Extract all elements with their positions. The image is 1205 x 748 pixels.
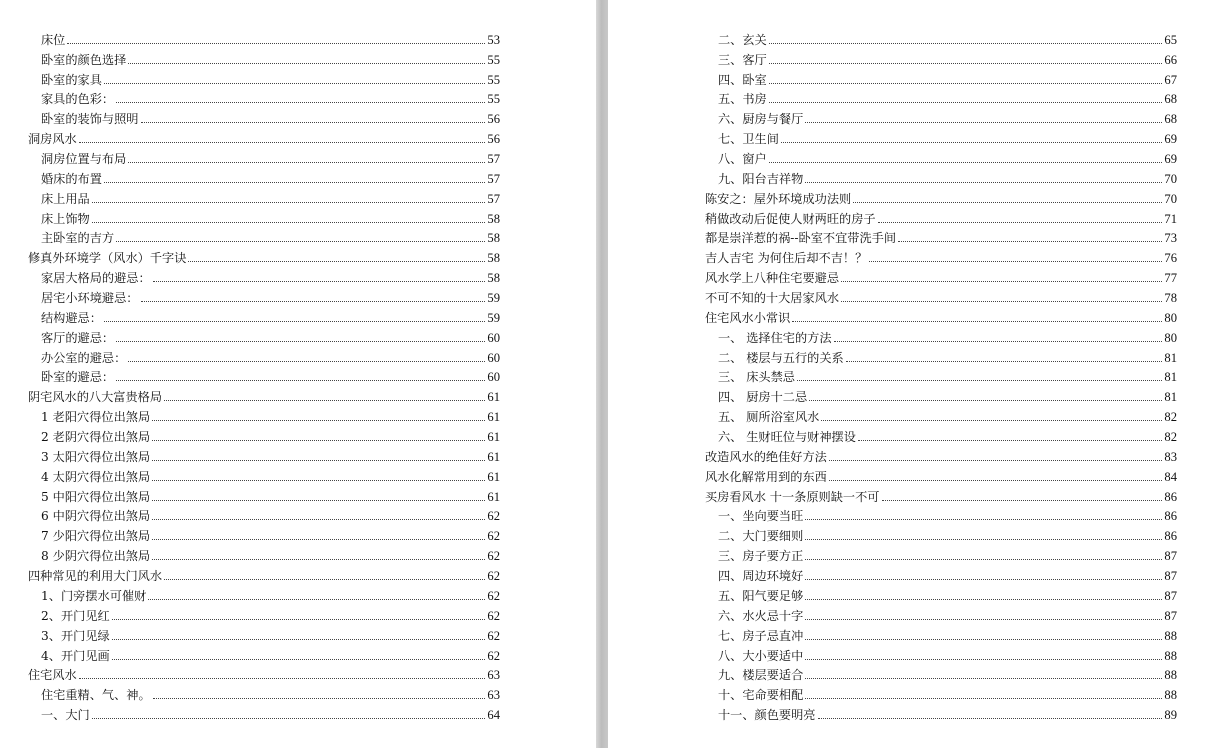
toc-entry-title: 修真外环境学（风水）千字诀 xyxy=(28,251,187,266)
toc-entry-title: 客厅的避忌： xyxy=(41,330,115,345)
toc-entry[interactable] xyxy=(28,147,500,167)
toc-entry-page-number: 76 xyxy=(1164,251,1177,266)
toc-entry-title: 阴宅风水的八大富贵格局 xyxy=(28,390,163,405)
dot-leader xyxy=(104,321,485,322)
toc-entry-page-number: 61 xyxy=(487,469,500,484)
toc-entry[interactable] xyxy=(705,644,1177,664)
toc-entry-title: 2、开门见红 xyxy=(41,608,110,623)
dot-leader xyxy=(769,83,1163,84)
toc-entry-page-number: 81 xyxy=(1164,390,1177,405)
toc-entry[interactable] xyxy=(705,107,1177,127)
toc-entry[interactable] xyxy=(28,584,500,604)
toc-entry[interactable] xyxy=(28,465,500,485)
toc-entry-title: 床上用品 xyxy=(41,191,90,206)
dot-leader xyxy=(148,599,485,600)
dot-leader xyxy=(152,440,485,441)
dot-leader xyxy=(92,222,486,223)
toc-entry[interactable] xyxy=(705,246,1177,266)
toc-entry[interactable] xyxy=(28,366,500,386)
toc-entry-title: 7 少阳穴得位出煞局 xyxy=(41,529,151,544)
toc-entry[interactable] xyxy=(28,286,500,306)
dot-leader xyxy=(821,420,1162,421)
toc-entry[interactable] xyxy=(28,227,500,247)
toc-entry[interactable] xyxy=(28,664,500,684)
toc-entry-page-number: 88 xyxy=(1164,688,1177,703)
toc-entry[interactable] xyxy=(705,147,1177,167)
toc-entry-page-number: 80 xyxy=(1164,310,1177,325)
dot-leader xyxy=(805,539,1162,540)
toc-entry[interactable] xyxy=(705,68,1177,88)
toc-list-right xyxy=(705,28,1177,723)
toc-entry-page-number: 60 xyxy=(487,350,500,365)
toc-entry-title: 六、 生财旺位与财神摆设 xyxy=(718,430,856,445)
toc-entry-page-number: 58 xyxy=(487,251,500,266)
toc-entry[interactable] xyxy=(28,88,500,108)
dot-leader xyxy=(104,83,485,84)
dot-leader xyxy=(116,380,485,381)
toc-entry-title: 四种常见的利用大门风水 xyxy=(28,569,163,584)
dot-leader xyxy=(112,639,486,640)
toc-entry[interactable] xyxy=(28,485,500,505)
toc-entry-title: 一、大门 xyxy=(41,708,90,723)
toc-entry[interactable] xyxy=(705,266,1177,286)
toc-entry-title: 改造风水的绝佳好方法 xyxy=(705,449,827,464)
toc-entry[interactable] xyxy=(705,326,1177,346)
toc-entry[interactable] xyxy=(705,385,1177,405)
toc-entry-title: 卧室的避忌： xyxy=(41,370,115,385)
toc-entry-page-number: 63 xyxy=(487,688,500,703)
toc-entry-page-number: 88 xyxy=(1164,628,1177,643)
toc-entry[interactable] xyxy=(705,187,1177,207)
toc-entry[interactable] xyxy=(28,445,500,465)
toc-entry[interactable] xyxy=(705,445,1177,465)
dot-leader xyxy=(818,718,1163,719)
toc-entry-page-number: 60 xyxy=(487,330,500,345)
toc-entry[interactable] xyxy=(705,465,1177,485)
toc-entry-page-number: 67 xyxy=(1164,72,1177,87)
toc-entry-page-number: 58 xyxy=(487,231,500,246)
toc-entry-page-number: 56 xyxy=(487,112,500,127)
toc-entry[interactable] xyxy=(705,544,1177,564)
toc-entry[interactable] xyxy=(28,187,500,207)
dot-leader xyxy=(116,102,485,103)
dot-leader xyxy=(152,559,485,560)
dot-leader xyxy=(869,261,1162,262)
dot-leader xyxy=(898,241,1162,242)
toc-entry-title: 五、阳气要足够 xyxy=(718,588,804,603)
toc-entry[interactable] xyxy=(705,703,1177,723)
dot-leader xyxy=(853,202,1162,203)
toc-entry-title: 4 太阴穴得位出煞局 xyxy=(41,469,151,484)
toc-entry-title: 3、开门见绿 xyxy=(41,628,110,643)
toc-entry-title: 七、卫生间 xyxy=(718,132,779,147)
toc-entry[interactable] xyxy=(28,524,500,544)
toc-entry-title: 床上饰物 xyxy=(41,211,90,226)
toc-entry-page-number: 81 xyxy=(1164,350,1177,365)
dot-leader xyxy=(797,380,1162,381)
toc-entry-title: 九、阳台吉祥物 xyxy=(718,171,804,186)
toc-entry-page-number: 83 xyxy=(1164,449,1177,464)
toc-entry-page-number: 60 xyxy=(487,370,500,385)
toc-entry-page-number: 62 xyxy=(487,628,500,643)
toc-entry-title: 三、房子要方正 xyxy=(718,549,804,564)
dot-leader xyxy=(805,559,1162,560)
toc-entry-title: 婚床的布置 xyxy=(41,171,102,186)
toc-entry-page-number: 82 xyxy=(1164,410,1177,425)
toc-entry-page-number: 87 xyxy=(1164,588,1177,603)
toc-entry[interactable] xyxy=(705,366,1177,386)
toc-entry[interactable] xyxy=(28,505,500,525)
toc-entry-page-number: 62 xyxy=(487,549,500,564)
dot-leader xyxy=(769,43,1163,44)
toc-entry-title: 二、玄关 xyxy=(718,32,767,47)
dot-leader xyxy=(769,63,1163,64)
toc-entry-page-number: 86 xyxy=(1164,489,1177,504)
dot-leader xyxy=(805,599,1162,600)
toc-entry[interactable] xyxy=(705,584,1177,604)
toc-entry-title: 6 中阴穴得位出煞局 xyxy=(41,509,151,524)
dot-leader xyxy=(104,182,485,183)
toc-entry[interactable] xyxy=(28,604,500,624)
toc-entry-page-number: 84 xyxy=(1164,469,1177,484)
toc-entry-title: 陈安之：屋外环境成功法则 xyxy=(705,191,852,206)
toc-entry[interactable] xyxy=(705,207,1177,227)
toc-entry[interactable] xyxy=(28,544,500,564)
dot-leader xyxy=(79,142,486,143)
dot-leader xyxy=(769,102,1163,103)
toc-entry[interactable] xyxy=(705,524,1177,544)
toc-entry-page-number: 57 xyxy=(487,152,500,167)
toc-entry-page-number: 57 xyxy=(487,171,500,186)
toc-entry-page-number: 63 xyxy=(487,668,500,683)
toc-entry-title: 六、厨房与餐厅 xyxy=(718,112,804,127)
toc-entry-page-number: 77 xyxy=(1164,271,1177,286)
dot-leader xyxy=(805,639,1162,640)
toc-list-left xyxy=(28,28,500,723)
toc-entry-page-number: 71 xyxy=(1164,211,1177,226)
toc-entry-page-number: 78 xyxy=(1164,291,1177,306)
toc-entry-page-number: 62 xyxy=(487,569,500,584)
dot-leader xyxy=(152,519,485,520)
toc-entry-title: 稍做改动后促使人财两旺的房子 xyxy=(705,211,876,226)
toc-entry-page-number: 55 xyxy=(487,72,500,87)
toc-entry-title: 洞房风水 xyxy=(28,132,77,147)
dot-leader xyxy=(805,122,1162,123)
toc-entry-page-number: 68 xyxy=(1164,112,1177,127)
dot-leader xyxy=(128,63,485,64)
toc-entry[interactable] xyxy=(705,405,1177,425)
toc-entry[interactable] xyxy=(28,167,500,187)
toc-entry-page-number: 56 xyxy=(487,132,500,147)
toc-entry-page-number: 65 xyxy=(1164,32,1177,47)
dot-leader xyxy=(141,122,486,123)
toc-entry-title: 十、宅命要相配 xyxy=(718,688,804,703)
toc-entry-page-number: 61 xyxy=(487,410,500,425)
dot-leader xyxy=(805,579,1162,580)
toc-entry-title: 床位 xyxy=(41,32,66,47)
toc-entry-title: 二、大门要细则 xyxy=(718,529,804,544)
toc-entry-page-number: 61 xyxy=(487,390,500,405)
toc-entry[interactable] xyxy=(28,207,500,227)
dot-leader xyxy=(112,619,486,620)
dot-leader xyxy=(116,241,485,242)
toc-entry[interactable] xyxy=(28,107,500,127)
toc-entry[interactable] xyxy=(705,127,1177,147)
toc-entry-page-number: 70 xyxy=(1164,191,1177,206)
dot-leader xyxy=(141,301,486,302)
dot-leader xyxy=(67,43,485,44)
toc-entry-title: 吉人吉宅 为何住后却不吉！？ xyxy=(705,251,868,266)
toc-entry-title: 卧室的家具 xyxy=(41,72,102,87)
dot-leader xyxy=(846,361,1163,362)
toc-entry[interactable] xyxy=(705,505,1177,525)
toc-entry-page-number: 61 xyxy=(487,430,500,445)
toc-entry-title: 主卧室的吉方 xyxy=(41,231,115,246)
toc-entry[interactable] xyxy=(28,385,500,405)
dot-leader xyxy=(841,281,1162,282)
toc-entry-title: 卧室的装饰与照明 xyxy=(41,112,139,127)
toc-entry-title: 1、门旁摆水可催财 xyxy=(41,588,147,603)
toc-entry[interactable] xyxy=(705,425,1177,445)
dot-leader xyxy=(841,301,1162,302)
toc-entry-title: 办公室的避忌： xyxy=(41,350,127,365)
toc-entry-title: 四、周边环境好 xyxy=(718,569,804,584)
dot-leader xyxy=(809,400,1162,401)
dot-leader xyxy=(152,420,485,421)
toc-entry-title: 十一、颜色要明亮 xyxy=(718,708,816,723)
toc-entry-page-number: 62 xyxy=(487,529,500,544)
toc-entry-page-number: 62 xyxy=(487,509,500,524)
toc-entry-page-number: 64 xyxy=(487,708,500,723)
toc-entry[interactable] xyxy=(28,405,500,425)
dot-leader xyxy=(112,659,486,660)
dot-leader xyxy=(153,281,486,282)
dot-leader xyxy=(769,162,1163,163)
toc-entry[interactable] xyxy=(705,664,1177,684)
toc-entry-page-number: 62 xyxy=(487,648,500,663)
toc-entry-title: 二、 楼层与五行的关系 xyxy=(718,350,844,365)
dot-leader xyxy=(153,698,486,699)
toc-entry[interactable] xyxy=(705,604,1177,624)
toc-entry-title: 四、卧室 xyxy=(718,72,767,87)
toc-entry[interactable] xyxy=(28,127,500,147)
dot-leader xyxy=(128,162,485,163)
toc-entry[interactable] xyxy=(28,48,500,68)
toc-entry[interactable] xyxy=(705,683,1177,703)
dot-leader xyxy=(805,182,1162,183)
toc-entry[interactable] xyxy=(705,88,1177,108)
dot-leader xyxy=(805,659,1162,660)
dot-leader xyxy=(805,698,1162,699)
toc-entry-title: 1 老阳穴得位出煞局 xyxy=(41,410,151,425)
toc-entry-page-number: 86 xyxy=(1164,529,1177,544)
toc-entry-page-number: 73 xyxy=(1164,231,1177,246)
toc-entry[interactable] xyxy=(28,306,500,326)
toc-entry-title: 九、楼层要适合 xyxy=(718,668,804,683)
dot-leader xyxy=(878,222,1163,223)
toc-entry-page-number: 61 xyxy=(487,489,500,504)
dot-leader xyxy=(805,619,1162,620)
toc-entry-title: 5 中阳穴得位出煞局 xyxy=(41,489,151,504)
toc-entry-page-number: 69 xyxy=(1164,152,1177,167)
toc-entry-title: 结构避忌： xyxy=(41,310,102,325)
toc-entry-title: 8 少阴穴得位出煞局 xyxy=(41,549,151,564)
dot-leader xyxy=(152,460,485,461)
toc-entry-page-number: 57 xyxy=(487,191,500,206)
dot-leader xyxy=(152,539,485,540)
toc-entry[interactable] xyxy=(705,167,1177,187)
dot-leader xyxy=(792,321,1162,322)
toc-entry[interactable] xyxy=(705,286,1177,306)
toc-entry-title: 风水化解常用到的东西 xyxy=(705,469,827,484)
toc-entry-title: 六、水火忌十字 xyxy=(718,608,804,623)
toc-entry-title: 八、大小要适中 xyxy=(718,648,804,663)
dot-leader xyxy=(152,480,485,481)
toc-entry-page-number: 81 xyxy=(1164,370,1177,385)
toc-entry-page-number: 53 xyxy=(487,32,500,47)
dot-leader xyxy=(834,341,1163,342)
toc-entry-title: 四、 厨房十二忌 xyxy=(718,390,808,405)
dot-leader xyxy=(805,678,1162,679)
toc-entry[interactable] xyxy=(705,306,1177,326)
dot-leader xyxy=(829,480,1163,481)
toc-entry-title: 卧室的颜色选择 xyxy=(41,52,127,67)
toc-entry[interactable] xyxy=(705,624,1177,644)
toc-entry-page-number: 88 xyxy=(1164,668,1177,683)
toc-entry-title: 三、客厅 xyxy=(718,52,767,67)
toc-entry-title: 住宅重精、气、神。 xyxy=(41,688,151,703)
toc-entry[interactable] xyxy=(705,564,1177,584)
toc-entry-title: 八、窗户 xyxy=(718,152,767,167)
dot-leader xyxy=(858,440,1162,441)
toc-entry[interactable] xyxy=(28,326,500,346)
right-page xyxy=(608,0,1205,748)
toc-entry-page-number: 58 xyxy=(487,211,500,226)
toc-entry-page-number: 61 xyxy=(487,449,500,464)
dot-leader xyxy=(79,678,486,679)
dot-leader xyxy=(882,500,1163,501)
toc-entry-title: 住宅风水小常识 xyxy=(705,310,791,325)
toc-entry-title: 都是崇洋惹的祸--卧室不宜带洗手间 xyxy=(705,231,897,246)
dot-leader xyxy=(805,519,1162,520)
left-page xyxy=(0,0,596,748)
dot-leader xyxy=(92,202,486,203)
toc-entry[interactable] xyxy=(28,564,500,584)
toc-entry[interactable] xyxy=(705,28,1177,48)
toc-entry-page-number: 55 xyxy=(487,92,500,107)
toc-entry-page-number: 82 xyxy=(1164,430,1177,445)
toc-entry-title: 家居大格局的避忌： xyxy=(41,271,151,286)
dot-leader xyxy=(188,261,485,262)
toc-entry[interactable] xyxy=(705,485,1177,505)
toc-entry-page-number: 58 xyxy=(487,271,500,286)
dot-leader xyxy=(152,500,485,501)
toc-entry[interactable] xyxy=(28,266,500,286)
toc-entry[interactable] xyxy=(705,346,1177,366)
toc-entry-title: 五、 厕所浴室风水 xyxy=(718,410,820,425)
toc-entry-page-number: 86 xyxy=(1164,509,1177,524)
toc-entry-page-number: 80 xyxy=(1164,330,1177,345)
toc-entry-title: 3 太阳穴得位出煞局 xyxy=(41,449,151,464)
toc-entry-page-number: 88 xyxy=(1164,648,1177,663)
toc-entry-title: 七、房子忌直冲 xyxy=(718,628,804,643)
toc-entry-page-number: 68 xyxy=(1164,92,1177,107)
page-gutter xyxy=(596,0,608,748)
toc-entry[interactable] xyxy=(28,346,500,366)
dot-leader xyxy=(92,718,486,719)
toc-entry[interactable] xyxy=(28,425,500,445)
toc-entry-page-number: 55 xyxy=(487,52,500,67)
toc-entry[interactable] xyxy=(705,227,1177,247)
toc-entry[interactable] xyxy=(28,703,500,723)
toc-entry[interactable] xyxy=(28,624,500,644)
dot-leader xyxy=(829,460,1163,461)
toc-entry-page-number: 62 xyxy=(487,608,500,623)
dot-leader xyxy=(116,341,485,342)
toc-entry[interactable] xyxy=(28,246,500,266)
dot-leader xyxy=(164,400,485,401)
toc-entry-title: 洞房位置与布局 xyxy=(41,152,127,167)
toc-entry[interactable] xyxy=(28,683,500,703)
toc-entry-title: 三、 床头禁忌 xyxy=(718,370,795,385)
toc-entry-page-number: 87 xyxy=(1164,569,1177,584)
toc-entry-title: 居宅小环境避忌： xyxy=(41,291,139,306)
toc-entry-page-number: 87 xyxy=(1164,608,1177,623)
toc-entry-page-number: 69 xyxy=(1164,132,1177,147)
toc-entry-title: 一、坐向要当旺 xyxy=(718,509,804,524)
toc-entry-title: 买房看风水 十一条原则缺一不可 xyxy=(705,489,880,504)
toc-entry-page-number: 70 xyxy=(1164,171,1177,186)
dot-leader xyxy=(781,142,1162,143)
toc-entry-title: 风水学上八种住宅要避忌 xyxy=(705,271,840,286)
toc-entry[interactable] xyxy=(705,48,1177,68)
toc-entry-page-number: 66 xyxy=(1164,52,1177,67)
dot-leader xyxy=(128,361,485,362)
toc-entry-title: 住宅风水 xyxy=(28,668,77,683)
toc-entry-title: 一、 选择住宅的方法 xyxy=(718,330,832,345)
dot-leader xyxy=(164,579,485,580)
toc-entry-page-number: 62 xyxy=(487,588,500,603)
toc-entry-page-number: 89 xyxy=(1164,708,1177,723)
toc-entry[interactable] xyxy=(28,28,500,48)
toc-entry[interactable] xyxy=(28,68,500,88)
toc-entry-title: 五、书房 xyxy=(718,92,767,107)
toc-entry-title: 2 老阴穴得位出煞局 xyxy=(41,430,151,445)
toc-entry-title: 家具的色彩： xyxy=(41,92,115,107)
toc-entry-page-number: 59 xyxy=(487,310,500,325)
toc-entry-page-number: 59 xyxy=(487,291,500,306)
toc-entry-page-number: 87 xyxy=(1164,549,1177,564)
toc-entry[interactable] xyxy=(28,644,500,664)
toc-entry-title: 4、开门见画 xyxy=(41,648,110,663)
toc-entry-title: 不可不知的十大居家风水 xyxy=(705,291,840,306)
